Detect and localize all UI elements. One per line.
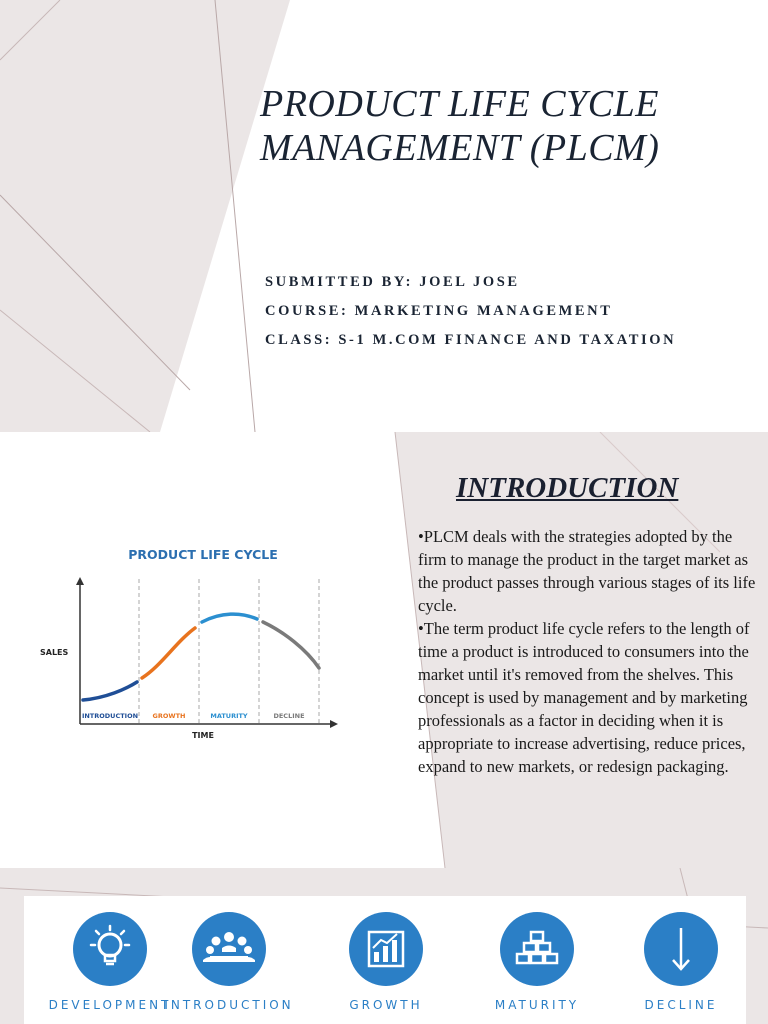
stage-label: DECLINE [273,712,305,720]
stage-curve [142,628,195,678]
stage-maturity [472,912,602,1012]
section-heading: INTRODUCTION [456,472,679,504]
decorative-background [0,0,768,432]
stage-label: INTRODUCTION [81,712,139,720]
stage-curve [202,614,257,622]
x-axis-arrow [330,720,338,728]
stage-label: DECLINE [644,998,718,1012]
submission-details [265,268,676,355]
title-line-1: PRODUCT LIFE CYCLE [260,83,659,125]
stage-label: INTRODUCTION [164,998,294,1012]
product-life-cycle-chart [36,524,370,774]
stage-curve [83,682,137,700]
stage-introduction [164,912,294,1012]
class-name: CLASS: S-1 M.COM FINANCE AND TAXATION [265,332,677,348]
introduction-text [418,525,763,778]
y-axis-label: SALES [40,648,69,657]
gold-bars-icon [500,912,574,986]
stage-label: MATURITY [210,712,248,720]
y-axis-arrow [76,577,84,585]
stage-label: DEVELOPMENT [48,998,172,1012]
stage-development [45,912,175,1012]
submitted-by: SUBMITTED BY: JOEL JOSE [265,274,520,290]
title-line-2: MANAGEMENT (PLCM) [260,127,660,169]
stages-slide [0,868,768,1024]
stage-growth [321,912,451,1012]
lightbulb-icon [73,912,147,986]
arrow-down-icon [644,912,718,986]
page-title [260,82,760,170]
stage-curve [263,622,319,668]
stage-label: GROWTH [349,998,423,1012]
chart-svg [36,524,370,774]
intro-paragraph-2: •The term product life cycle refers to the length of time a product is introduced to consumers into the market until it's removed from the shelves. This concept is used by management and by marketing professionals as a factor in deciding when it is appropriate to increase advertising, reduce prices, expand to new markets, or redesign packaging. [418,619,750,776]
stages-strip [24,896,746,1024]
introduction-slide [0,432,768,868]
course-name: COURSE: MARKETING MANAGEMENT [265,303,613,319]
stage-decline [616,912,746,1012]
x-axis-label: TIME [192,731,214,740]
title-slide [0,0,768,432]
stage-label: MATURITY [494,998,580,1012]
meeting-icon [192,912,266,986]
chart-title: PRODUCT LIFE CYCLE [128,547,278,562]
stage-label: GROWTH [152,712,186,720]
intro-paragraph-1: •PLCM deals with the strategies adopted by the firm to manage the product in the target market as the product passes through various stages of its life cycle. [418,527,756,615]
growth-chart-icon [349,912,423,986]
